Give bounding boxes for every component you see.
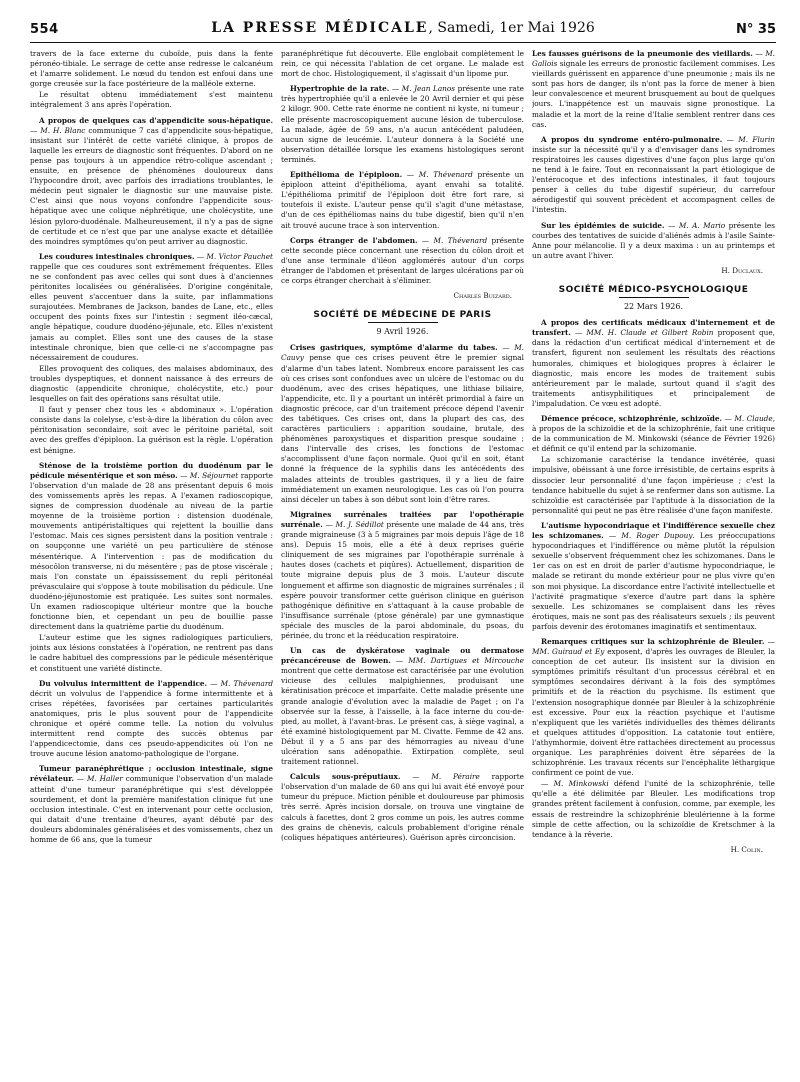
article-migraines-surrenales: Migraines surrénales traitées par l'opothérapie surrénale. — M. J. Sédillot présente une malade de 44 ans, très grande migraineuse (3 à 5 migraines par mois depuis l'âge de 18 ans). Depuis 15 mois, elle a été à deux reprises guérie cliniquement de ses migraines par l'opothérapie surrénale à hautes doses (cachets et piqûres). Actuellement, disparition de toute migraine depuis plus de 3 mois. L'auteur discute longuement et affirme son diagnostic de migraines surrénales ; il espère pouvoir transformer cette guérison clinique en guérison pathogénique définitive en s'attaquant à la cause probable de l'insuffisance surrénale (ptose générale) par une gymnastique spéciale des muscles de la paroi abdominale, du psoas, du périnée, du tronc et la rééducation respiratoire. (281, 509, 524, 640)
article-author: M. Haller (87, 774, 123, 784)
article-syndrome-entero-pulmonaire: A propos du syndrome entéro-pulmonaire. — M. Flurin insiste sur la nécessité qu'il y a d'envisager dans les syndromes respiratoires les causes digestives d'une façon plus large qu'on ne tend à le faire. Tout en reconnaissant la part étiologique de l'entérocoque et des infections intestinales, il faut toujours penser à celles du tube digestif supérieur, du carrefour aérodigestif qui souvent précèdent et accompagnent celles de l'intestin. (532, 134, 775, 215)
article-text: signale les erreurs de pronostic facilement commises. Les vieillards guérissent en apparence d'une pneumonie ; mais ils ne sont pas hors de danger, ils n'ont pas la force de mener à bien leur convalescence et meurent brusquement au bout de quelques jours. L'inappétence est un mauvais signe pronostique. La maladie et la mort de la reine d'Italie semblent rentrer dans ces cas. (532, 59, 775, 129)
article-author: M. Victor Pauchet (206, 251, 273, 261)
article-coudures-intestinales: Les coudures intestinales chroniques. — M. Victor Pauchet rappelle que ces coudures sont extrêmement fréquentes. Elles ne se confondent pas avec celles qui sont dues à d'anciennes péritonites localisées ou généralisées. D'origine congénitale, elles peuvent s'accentuer dans la suite, par inflammations surajoutées. Membranes de Jackson, bandes de Lane, etc., elles occupent des points fixes sur l'intestin : segment iléo-cæcal, angle hépatique, coudure duodéno-jéjunale, etc. Elles n'existent jamais au complet. Elles sont une des causes de la stase intestinale chronique, bien que celle-ci ne s'accompagne pas nécessairement de coudures. Elles provoquent des coliques, des malaises abdominaux, des troubles dyspeptiques, et donnent naissance à des erreurs de diagnostic (appendicite chronique, cholécystite, etc.) pour lesquelles on fait des opérations sans résultat utile. Il faut y penser chez tous les « abdominaux ». L'opération consiste dans la colelyse, c'est-à-dire la libération du côlon avec péritonisation secondaire, soit avec le péritoine pariétal, soit avec des greffes d'épiploon. La guérison est la règle. L'opération est bénigne. (30, 251, 273, 455)
article-epidemies-suicide: Sur les épidémies de suicide. — M. A. Mario présente les courbes des tentatives de suicide d'aliénés admis à l'asile Sainte-Anne pour mélancolie. Il y a deux maxima : un au printemps et un autre avant l'hiver. (532, 220, 775, 260)
paragraph: La schizomanie caractérise la tendance invétérée, quasi impulsive, obéissant à une force irrésistible, de certains esprits à dissocier leur personnalité d'une façon impérieuse ; c'est la tendance habituelle du sujet à se renfermer dans son autisme. La schizoïdie est caractérisée par l'aptitude à la dissociation de la personnalité qui peut ne pas être réalisée d'une façon manifeste. (532, 455, 775, 515)
column-2 (281, 49, 524, 1069)
article-heading: Migraines surrénales traitées par l'opothérapie surrénale. (281, 509, 524, 529)
article-epithelioma-epiploon: Epithélioma de l'épiploon. — M. Thévenard présente un épiploon atteint d'épithélioma, ayant envahi sa totalité. L'épithélioma primitif de l'épiploon doit être fort rare, si toutefois il existe. L'auteur pense qu'il s'agit d'une métastase, d'un de ces épithéliomas nains du tube digestif, bien qu'il n'en ait trouvé aucune trace à son intervention. (281, 170, 524, 230)
section-date: 22 Mars 1926. (623, 302, 684, 312)
article-author: MM. Dartigues et Mircouche (408, 656, 524, 666)
article-text: exposent, d'après les ouvrages de Bleuler, la conception de cet auteur. Ils insistent sur la division en symptômes primitifs résultant d'un processus cérébral et en symptômes secondaires dérivant à la fois des symptômes primitifs et de la réaction du psychisme. Ils estiment que l'extension nosographique donnée par Bleuler à la schizophrénie est excessive. Pour eux la réaction psychique et l'autisme n'expliquent que les variétés individuelles des thèmes délirants et quelques attitudes d'opposition. La catatonie tout entière, l'athymhormie, doivent être rattachées directement au processus organique. Les paraphrénies doivent être séparées de la schizophrénie. Les travaux récents sur l'encéphalite léthargique confirment ce point de vue. (532, 647, 775, 778)
paragraph: travers de la face externe du cuboïde, puis dans la fente péronéo-tibiale. Le serrage de cette anse redresse le calcanéum et l'amarre solidement. Le nœud du tendon est enfoui dans une gorge creusée sur la face postérieure de la malléole externe. (30, 49, 273, 89)
article-heading: Tumeur paranéphrétique ; occlusion intestinale, signe révélateur. (30, 764, 273, 784)
article-text: défend l'unité de la schizophrénie, telle qu'elle a été délimitée par Bleuler. Les modifications trop grandes prêtent facilement à confusion, comme, par exemple, les essais de restreindre la schizophrénie bleulérienne à la forme simple de cette affection, ou la schizoïdie de Kretschmer à la tendance à la rêverie. (532, 779, 775, 839)
article-fausses-guerisons: Les fausses guérisons de la pneumonie des vieillards. — M. Gallois signale les erreurs de pronostic facilement commises. Les vieillards guérissent en apparence d'une pneumonie ; mais ils ne sont pas hors de danger, ils n'ont pas la force de mener à bien leur convalescence et meurent brusquement au bout de quelques jours. L'inappétence est un mauvais signe pronostique. La maladie et la mort de la reine d'Italie semblent rentrer dans ces cas. (532, 49, 775, 129)
article-text: rapporte l'observation d'un malade de 28 ans présentant depuis 6 mois des vomissements après les repas. A l'examen radioscopique, signes de compression duodénale au niveau de la partie moyenne de la troisième portion : distension duodénale, mouvements antipéristaltiques qui rejettent la bouillie dans l'estomac. Mais ces signes persistent dans la position ventrale : on soupçonne une variété un peu particulière de sténose mésentérique. A l'intervention : pas de modification du mésocôlon transverse, ni du mésentère ; pas de ptose viscérale ; mais l'on constate un épaississement du repli péritonéal prévasculaire qui s'oppose à toute mobilisation du pédicule. Une duodéno-jéjunostomie est pratiquée. Les suites sont normales. Un examen radioscopique ultérieur montre que la bouche fonctionne bien, et cependant un peu de bouillie passe directement dans la quatrième partie du duodénum. (30, 470, 273, 632)
signature: H. Duclaux. (721, 265, 763, 275)
article-calculs-sous-preputiaux: Calculs sous-préputiaux. — M. Péraire rapporte l'observation d'un malade de 60 ans qui lui avait été envoyé pour tumeur du prépuce. Miction pénible et douloureuse par phimosis très serré. Après incision dorsale, on trouva une vingtaine de calculs à facettes, dont 2 gros comme un pois, les autres comme des grains de chènevis, calculs probablement d'origine rénale (coliques hépatiques antérieures). Guérison après circoncision. (281, 772, 524, 842)
article-text: communique 7 cas d'appendicite sous-hépatique, insistant sur l'intérêt de cette variété clinique, à propos de laquelle les erreurs de diagnostic sont fréquentes. D'abord on ne pense pas toujours à un appendice rétro-colique ascendant ; ensuite, en présence de phénomènes douloureux dans l'hypocondre droit, avec parfois des irradiations troublantes, le médecin peut signaler le diagnostic sur une mauvaise piste. C'est ainsi que nous voyons confondre l'appendicite sous-hépatique avec une colique néphrétique, une cholécystite, une lésion pyloro-duodénale. Malheureusement, il n'y a pas de signe de certitude et ce n'est que par une analyse exacte et détaillée des moindres symptômes qu'on peut arriver au diagnostic. (30, 125, 273, 246)
article-text: proposent que, dans la rédaction d'un certificat médical d'internement et de transfert, figurent non seulement les résultats des réactions humorales, chimiques et biologiques propres à éclairer le diagnostic, mais encore les modes de traitement subis antérieurement par le malade, surtout quand il s'agit des traitements antisyphilitiques et principalement de l'impaludation. Ce vœu est adopté. (532, 328, 775, 408)
paragraph: paranéphrétique fut découverte. Elle englobait complètement le rein, ce qui nécessita l'ablation de cet organe. Le malade est mort de choc. Histologiquement, il s'agissait d'un lipome pur. (281, 49, 524, 79)
article-heading: Corps étranger de l'abdomen. (290, 235, 418, 245)
issue-number: N° 35 (736, 22, 776, 37)
text-columns (30, 49, 776, 1069)
article-text: rappelle que ces coudures sont extrêmement fréquentes. Elles ne se confondent pas avec celles qui sont dues à d'anciennes péritonites localisées ou généralisées. D'origine congénitale, elles peuvent s'accentuer dans la suite, par inflammations surajoutées. Membranes de Jackson, bandes de Lane, etc., elles occupent des points fixes sur l'intestin : segment iléo-cæcal, angle hépatique, coudure duodéno-jéjunale, etc. Elles n'existent jamais au complet. Elles sont une des causes de la stase intestinale chronique, bien que celle-ci ne s'accompagne pas nécessairement de coudures. (30, 261, 273, 362)
journal-title: LA PRESSE MÉDICALE (211, 20, 429, 36)
article-heading: Crises gastriques, symptôme d'alarme du tabes. (290, 343, 498, 353)
article-text: montrent que cette dermatose est caractérisée par une évolution vicieuse des cellules malpighiennes, produisant une kératinisation précoce et imparfaite. Cette maladie présente une grande analogie d'évolution avec la maladie de Paget ; on l'a observée sur la fesse, à l'aisselle, à la face interne du cou-de-pied, au mollet, à l'avant-bras. Le présent cas, à siège vaginal, a été examiné histologiquement par M. Civatte. Femme de 42 ans. Début il y a 5 ans par des hémorragies au niveau d'une ulcération sans adénopathie. Extirpation complète, seul traitement rationnel. (281, 666, 524, 767)
article-corps-etranger: Corps étranger de l'abdomen. — M. Thévenard présente cette seconde pièce concernant une résection du côlon droit et d'une anse terminale d'iléon agglomérés autour d'un corps étranger de l'abdomen et présentant de larges ulcérations par où ce corps étranger cherchait à s'éliminer. (281, 235, 524, 285)
column-3 (532, 49, 775, 1069)
article-text: présente les courbes des tentatives de suicide d'aliénés admis à l'asile Sainte-Anne pour mélancolie. Il y a deux maxima : un au printemps et un autre avant l'hiver. (532, 220, 775, 260)
article-author: M. Flurin (738, 134, 775, 144)
issue-date: , Samedi, 1er Mai 1926 (428, 20, 595, 36)
article-text: communique l'observation d'un malade atteint d'une tumeur paranéphrétique qui s'est développée sourdement, et dont la première manifestation clinique fut une occlusion intestinale. C'est en intervenant pour cette occlusion, qui datait d'une trentaine d'heures, ayant débuté par des douleurs abdominales généralisées et des vomissements, chez un homme de 66 ans, que la tumeur (30, 774, 273, 845)
article-text: insiste sur la nécessité qu'il y a d'envisager dans les syndromes respiratoires les causes digestives d'une façon plus large qu'on ne tend à le faire. Tout en reconnaissant la part étiologique de l'entérocoque et des infections intestinales, il faut toujours penser à celles du tube digestif supérieur, du carrefour aérodigestif qui souvent précèdent et accompagnent celles de l'intestin. (532, 144, 775, 215)
article-heading: Sténose de la troisième portion du duodénum par le pédicule mésentérique et son méso. (30, 460, 273, 480)
article-tumeur-paranephretique: Tumeur paranéphrétique ; occlusion intestinale, signe révélateur. — M. Haller communique l'observation d'un malade atteint d'une tumeur paranéphrétique qui s'est développée sourdement, et dont la première manifestation clinique fut une occlusion intestinale. C'est en intervenant pour cette occlusion, qui datait d'une trentaine d'heures, ayant débuté par des douleurs abdominales généralisées et des vomissements, chez un homme de 66 ans, que la tumeur (30, 764, 273, 845)
article-volvulus-appendice: Du volvulus intermittent de l'appendice. — M. Thévenard décrit un volvulus de l'appendice à forme intermittente et à crises répétées, favorisées par certaines particularités anatomiques, pris le plus souvent pour de l'appendicite chronique et opéré comme telle. La notion du volvulus intermittent rend compte des succès obtenus par l'appendicectomie, dans ces pseudo-appendicites où l'on ne trouve aucune lésion anatomo-pathologique de l'organe. (30, 678, 273, 759)
signature: Charles Buizard. (453, 291, 512, 301)
article-heading: A propos de quelques cas d'appendicite sous-hépatique. (39, 115, 273, 125)
article-heading: Du volvulus intermittent de l'appendice. (39, 678, 208, 688)
article-dyskeratose-vaginale: Un cas de dyskératose vaginale ou dermatose précancéreuse de Bowen. — MM. Dartigues et Mircouche montrent que cette dermatose est caractérisée par une évolution vicieuse des cellules malpighiennes, produisant une kératinisation précoce et imparfaite. Cette maladie présente une grande analogie d'évolution avec la maladie de Paget ; on l'a observée sur la fesse, à l'aisselle, à la face interne du cou-de-pied, au mollet, à l'avant-bras. Le présent cas, à siège vaginal, a été examiné histologiquement par M. Civatte. Femme de 42 ans. Début il y a 5 ans par des hémorragies au niveau d'une ulcération sans adénopathie. Extirpation complète, seul traitement rationnel. (281, 646, 524, 767)
article-author: MM. Guiraud et Ey (532, 647, 605, 657)
article-heading: Sur les épidémies de suicide. (541, 220, 665, 230)
article-heading: A propos des certificats médicaux d'internement et de transfert. (532, 318, 775, 338)
article-text: présente une rate très hypertrophiée qu'il a enlevée le 20 Avril dernier et qui pèse 2 kilogr. 900. Cette rate énorme ne contient ni kyste, ni tumeur ; elle présente macroscopiquement aucune lésion de tuberculose. La malade, âgée de 59 ans, n'a aucun antécédent paludéen, aucun signe de leucémie. L'auteur donnera à la Société une observation détaillée lorsque les examens histologiques seront terminés. (281, 84, 524, 164)
section-heading: SOCIÉTÉ DE MÉDECINE DE PARIS (313, 310, 492, 321)
article-schizophrenie-bleuler: Remarques critiques sur la schizophrénie de Bleuler. — MM. Guiraud et Ey exposent, d'après les ouvrages de Bleuler, la conception de cet auteur. Ils insistent sur la division en symptômes primitifs résultant d'un processus cérébral et en symptômes secondaires dérivant à la fois des symptômes primitifs et de la réaction du psychisme. Ils estiment que l'extension nosographique donnée par Bleuler à la schizophrénie est excessive. Pour eux la réaction psychique et l'autisme n'expliquent que les variétés individuelles des thèmes délirants et quelques attitudes d'opposition. La catatonie tout entière, l'athymhormie, doivent être rattachées directement au processus organique. Les paraphrénies doivent être séparées de la schizophrénie. Les travaux récents sur l'encéphalite léthargique confirment ce point de vue. — M. Minkowski défend l'unité de la schizophrénie, telle qu'elle a été délimitée par Bleuler. Les modifications trop grandes prêtent facilement à confusion, comme, par exemple, les essais de restreindre la schizophrénie bleulérienne à la forme simple de cette affection, ou la schizoïdie de Kretschmer à la tendance à la rêverie. (532, 636, 775, 839)
article-autisme-hypocondriaque: L'autisme hypocondriaque et l'indifférence sexuelle chez les schizomanes. — M. Roger Dupouy. Les préoccupations hypocondriaques et l'indifférence ou même plutôt la répulsion sexuelle s'observent fréquemment chez les schizomanes. Dans le 1er cas on est en droit de parler d'autisme hypocondriaque, le malade se retirant du monde extérieur pour ne plus vivre qu'en son moi physique. La discordance entre l'activité intellectuelle et l'activité pragmatique s'exerce d'autre part dans la sphère sexuelle. Les schizomanes se complaisent dans les rêves érotiques, mais ne sont pas des réalisateurs sexuels ; ils peuvent parfois devenir des érotomanes imaginatifs et sentimentaux. (532, 520, 775, 631)
article-heading: Epithélioma de l'épiploon. (290, 170, 403, 180)
article-text: présente un épiploon atteint d'épithélioma, ayant envahi sa totalité. L'épithélioma primitif de l'épiploon doit être fort rare, si toutefois il existe. L'auteur pense qu'il s'agit d'une métastase, d'un de ces épithéliomas nains du tube digestif, bien qu'il n'en ait trouvé aucune trace à son intervention. (281, 170, 524, 230)
article-continuation (281, 49, 524, 79)
article-author: M. Minkowski (553, 779, 609, 789)
article-author: MM. H. Claude et Gilbert Robin (586, 328, 714, 338)
article-author: M. Thévenard (433, 235, 488, 245)
section-rule (368, 322, 438, 323)
article-demence-precoce: Démence précoce, schizophrénie, schizoïde. — M. Claude, à propos de la schizoïdie et de la schizophrénie, fait une critique de la communication de M. Minkowski (séance de Février 1926) et définit ce qu'il entend par la schizomanie. La schizomanie caractérise la tendance invétérée, quasi impulsive, obéissant à une force irrésistible, de certains esprits à dissocier leur personnalité d'une façon impérieuse ; c'est la tendance habituelle du sujet à se renfermer dans son autisme. La schizoïdie est caractérisée par l'aptitude à la dissociation de la personnalité qui peut ne pas être réalisée d'une façon manifeste. (532, 414, 775, 515)
signature: H. Colin. (730, 844, 763, 854)
article-author: M. J. Sédillot (335, 519, 384, 529)
article-certificats-medicaux: A propos des certificats médicaux d'internement et de transfert. — MM. H. Claude et Gilbert Robin proposent que, dans la rédaction d'un certificat médical d'internement et de transfert, figurent non seulement les résultats des réactions humorales, chimiques et biologiques propres à éclairer le diagnostic, mais encore les modes de traitement subis antérieurement par le malade, surtout quand il s'agit des traitements antisyphilitiques et principalement de l'impaludation. Ce vœu est adopté. (532, 318, 775, 408)
paragraph: Le résultat obtenu immédiatement s'est maintenu intégralement 3 ans après l'opération. (30, 90, 273, 110)
paragraph: L'auteur estime que les signes radiologiques particuliers, joints aux lésions constatées à l'opération, ne rentrent pas dans le cadre habituel des compressions par le pédicule mésentérique et constituent une variété distincte. (30, 633, 273, 673)
article-author: M. Gallois (532, 49, 775, 69)
section-heading: SOCIÉTÉ MÉDICO-PSYCHOLOGIQUE (558, 284, 749, 295)
section-rule (619, 297, 689, 298)
column-1 (30, 49, 273, 1069)
article-heading: Remarques critiques sur la schizophrénie de Bleuler. (541, 636, 765, 646)
article-heading: Hypertrophie de la rate. (290, 84, 390, 94)
article-author: M. Cauvy (281, 343, 524, 363)
article-text: présente une malade de 44 ans, très grande migraineuse (3 à 5 migraines par mois depuis l'âge de 18 ans). Depuis 15 mois, elle a été à deux reprises guérie cliniquement de ses migraines par l'opothérapie surrénale à hautes doses (cachets et piqûres). Actuellement, disparition de toute migraine depuis plus de 3 mois. L'auteur discute longuement et affirme son diagnostic de migraines surrénales ; il espère pouvoir transformer cette guérison clinique en guérison pathogénique définitive en s'attaquant à la cause probable de l'insuffisance surrénale (ptose générale) par une gymnastique spéciale des muscles de la paroi abdominale, du psoas, du périnée, du tronc et la rééducation respiratoire. (281, 519, 524, 640)
article-author: M. Thévenard (418, 170, 473, 180)
article-text: rapporte l'observation d'un malade de 60 ans qui lui avait été envoyé pour tumeur du prépuce. Miction pénible et douloureuse par phimosis très serré. Après incision dorsale, on trouva une vingtaine de calculs à facettes, dont 2 gros comme un pois, les autres comme des grains de chènevis, calculs probablement d'origine rénale (coliques hépatiques antérieures). Guérison après circoncision. (281, 772, 524, 842)
paragraph: Elles provoquent des coliques, des malaises abdominaux, des troubles dyspeptiques, et donnent naissance à des erreurs de diagnostic (appendicite chronique, cholécystite, etc.) pour lesquelles on fait des opérations sans résultat utile. (30, 363, 273, 404)
article-text: , à propos de la schizoïdie et de la schizophrénie, fait une critique de la communication de M. Minkowski (séance de Février 1926) et définit ce qu'il entend par la schizomanie. (532, 414, 775, 454)
article-author: M. Séjournet (189, 470, 239, 480)
article-author: M. Claude (734, 414, 773, 423)
article-text: présente cette seconde pièce concernant une résection du côlon droit et d'une anse terminale d'iléon agglomérés autour d'un corps étranger de l'abdomen et présentant de larges ulcérations par où ce corps étranger cherchait à s'éliminer. (281, 235, 524, 285)
page-header (30, 20, 776, 43)
article-author: M. Roger Dupouy (621, 531, 693, 541)
article-heading: Un cas de dyskératose vaginale ou dermatose précancéreuse de Bowen. (281, 646, 524, 666)
article-heading: Démence précoce, schizophrénie, schizoïde. (541, 414, 723, 423)
article-author: M. A. Mario (678, 220, 726, 230)
section-date: 9 Avril 1926. (376, 327, 429, 337)
article-text: pense que ces crises peuvent être le premier signal d'alarme d'un tabes latent. Nombreux encore paraissent les cas où ces crises sont confondues avec un ulcère de l'estomac ou du duodénum, avec des crises hépatiques, une lithiase biliaire, l'appendicite, etc. Il y a pourtant un intérêt primordial à faire un diagnostic précoce, car d'un traitement précoce dépend l'avenir des tabétiques. Ces crises ont, dans la plupart des cas, des caractères particuliers : apparition soudaine, brutale, des phénomènes paroxystiques et disparition presque soudaine ; dans l'intervalle des crises, les fonctions de l'estomac s'accomplissent d'une façon normale. Quoi qu'il en soit, étant donné la fréquence de la syphilis dans les antécédents des malades atteints de troubles gastriques, il y a lieu de faire immédiatement un examen neurologique. Les cas où l'on pourra ainsi déceler un tabes à son début sont loin d'être rares. (281, 353, 524, 504)
article-appendicite-sous-hepatique: A propos de quelques cas d'appendicite sous-hépatique. — M. H. Blanc communique 7 cas d'appendicite sous-hépatique, insistant sur l'intérêt de cette variété clinique, à propos de laquelle les erreurs de diagnostic sont fréquentes. D'abord on ne pense pas toujours à un appendice rétro-colique ascendant ; ensuite, en présence de phénomènes douloureux dans l'hypocondre droit, avec parfois des irradiations troublantes, le médecin peut signaler le diagnostic sur une mauvaise piste. C'est ainsi que nous voyons confondre l'appendicite sous-hépatique avec une colique néphrétique, une cholécystite, une lésion pyloro-duodénale. Malheureusement, il n'y a pas de signe de certitude et ce n'est que par une analyse exacte et détaillée des moindres symptômes qu'on peut arriver au diagnostic. (30, 115, 273, 246)
paragraph: Il faut y penser chez tous les « abdominaux ». L'opération consiste dans la colelyse, c'est-à-dire la libération du côlon avec péritonisation secondaire, soit avec le péritoine pariétal, soit avec des greffes d'épiploon. La guérison est la règle. L'opération est bénigne. (30, 405, 273, 455)
article-text: . Les préoccupations hypocondriaques et l'indifférence ou même plutôt la répulsion sexuelle s'observent fréquemment chez les schizomanes. Dans le 1er cas on est en droit de parler d'autisme hypocondriaque, le malade se retirant du monde extérieur pour ne plus vivre qu'en son moi physique. La discordance entre l'activité intellectuelle et l'activité pragmatique s'exerce d'autre part dans la sphère sexuelle. Les schizomanes se complaisent dans les rêves érotiques, mais ne sont pas des réalisateurs sexuels ; ils peuvent parfois devenir des érotomanes imaginatifs et sentimentaux. (532, 531, 775, 631)
article-heading: Les coudures intestinales chroniques. (39, 251, 195, 261)
article-author: M. Jean Lanos (401, 84, 456, 94)
article-continuation (30, 49, 273, 111)
article-hypertrophie-rate: Hypertrophie de la rate. — M. Jean Lanos présente une rate très hypertrophiée qu'il a enlevée le 20 Avril dernier et qui pèse 2 kilogr. 900. Cette rate énorme ne contient ni kyste, ni tumeur ; elle présente macroscopiquement aucune lésion de tuberculose. La malade, âgée de 59 ans, n'a aucun antécédent paludéen, aucun signe de leucémie. L'auteur donnera à la Société une observation détaillée lorsque les examens histologiques seront terminés. (281, 84, 524, 164)
article-author: M. Thévenard (220, 678, 273, 688)
article-heading: Calculs sous-préputiaux. (290, 772, 401, 782)
article-author: M. H. Blanc (40, 125, 86, 135)
article-text: décrit un volvulus de l'appendice à forme intermittente et à crises répétées, favorisées par certaines particularités anatomiques, pris le plus souvent pour de l'appendicite chronique et opéré comme telle. La notion du volvulus intermittent rend compte des succès obtenus par l'appendicectomie, dans ces pseudo-appendicites où l'on ne trouve aucune lésion anatomo-pathologique de l'organe. (30, 688, 273, 759)
article-heading: A propos du syndrome entéro-pulmonaire. (541, 134, 723, 144)
article-heading: Les fausses guérisons de la pneumonie des vieillards. (532, 49, 753, 58)
masthead (30, 20, 776, 36)
page-number: 554 (30, 22, 59, 37)
article-author: M. Péraire (431, 772, 480, 782)
article-heading: L'autisme hypocondriaque et l'indifférence sexuelle chez les schizomanes. (532, 520, 775, 541)
article-stenose-duodenum: Sténose de la troisième portion du duodénum par le pédicule mésentérique et son méso. — M. Séjournet rapporte l'observation d'un malade de 28 ans présentant depuis 6 mois des vomissements après les repas. A l'examen radioscopique, signes de compression duodénale au niveau de la partie moyenne de la troisième portion : distension duodénale, mouvements antipéristaltiques qui rejettent la bouillie dans l'estomac. Mais ces signes persistent dans la position ventrale : on soupçonne une variété un peu particulière de sténose mésentérique. A l'intervention : pas de modification du mésocôlon transverse, ni du mésentère ; pas de ptose viscérale ; mais l'on constate un épaississement du repli péritonéal prévasculaire qui s'oppose à toute mobilisation du pédicule. Une duodéno-jéjunostomie est pratiquée. Les suites sont normales. Un examen radioscopique ultérieur montre que la bouche fonctionne bien, et cependant un peu de bouillie passe directement dans la quatrième partie du duodénum. L'auteur estime que les signes radiologiques particuliers, joints aux lésions constatées à l'opération, ne rentrent pas dans le cadre habituel des compressions par le pédicule mésentérique et constituent une variété distincte. (30, 460, 273, 673)
article-crises-gastriques: Crises gastriques, symptôme d'alarme du tabes. — M. Cauvy pense que ces crises peuvent être le premier signal d'alarme d'un tabes latent. Nombreux encore paraissent les cas où ces crises sont confondues avec un ulcère de l'estomac ou du duodénum, avec des crises hépatiques, une lithiase biliaire, l'appendicite, etc. Il y a pourtant un intérêt primordial à faire un diagnostic précoce, car d'un traitement précoce dépend l'avenir des tabétiques. Ces crises ont, dans la plupart des cas, des caractères particuliers : apparition soudaine, brutale, des phénomènes paroxystiques et disparition presque soudaine ; dans l'intervalle des crises, les fonctions de l'estomac s'accomplissent d'une façon normale. Quoi qu'il en soit, étant donné la fréquence de la syphilis dans les antécédents des malades atteints de troubles gastriques, il y a lieu de faire immédiatement un examen neurologique. Les cas où l'on pourra ainsi déceler un tabes à son début sont loin d'être rares. (281, 343, 524, 504)
